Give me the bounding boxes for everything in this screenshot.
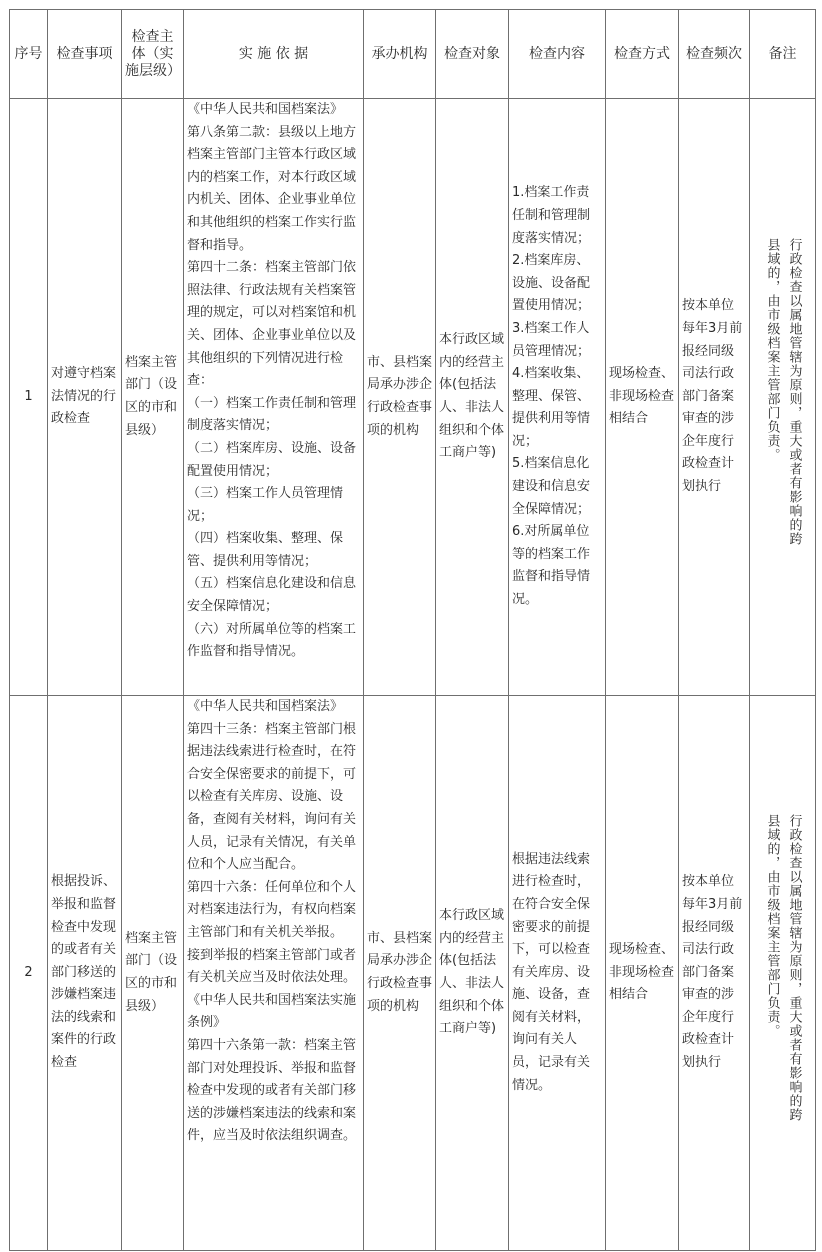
header-frequency: 检查频次	[679, 10, 750, 99]
basis-line: 第四十六条：任何单位和个人对档案违法行为，有权向档案主管部门和有关机关举报。	[187, 879, 357, 940]
basis-line: （四）档案收集、整理、保管、提供利用等情况；	[187, 531, 344, 569]
basis-line: （三）档案工作人员管理情况；	[187, 486, 344, 524]
inspection-table	[9, 9, 816, 1251]
content-line: 4.档案收集、整理、保管、提供利用等情况；	[512, 366, 591, 449]
header-basis: 实 施 依 据	[184, 10, 364, 99]
basis-line: （一）档案工作责任制和管理制度落实情况；	[187, 395, 357, 434]
content-line: 3.档案工作人员管理情况；	[512, 320, 591, 359]
row-item: 根据投诉、举报和监督检查中发现的或者有关部门移送的涉嫌档案违法的线索和案件的行政检查	[48, 696, 122, 1251]
content-line: 5.档案信息化建设和信息安全保障情况；	[512, 456, 591, 517]
header-row	[10, 10, 816, 99]
content-line: 根据违法线索进行检查时，在符合安全保密要求的前提下，可以检查有关库房、设施、设备，查阅有关材料，询问有关人员，记录有关情况。	[512, 851, 591, 1093]
row-content	[509, 99, 606, 696]
row-target: 本行政区域内的经营主体(包括法人、非法人组织和个体工商户等)	[436, 99, 509, 696]
row-no: 2	[10, 696, 48, 1251]
row-content	[509, 696, 606, 1251]
row-basis	[184, 696, 364, 1251]
header-subject: 检查主体（实施层级）	[122, 10, 184, 99]
basis-line: 第四十六条第一款：档案主管部门对处理投诉、举报和监督检查中发现的或者有关部门移送的涉嫌档案违法的线索和案件，应当及时依法组织调查。	[187, 1037, 357, 1144]
header-remark: 备注	[750, 10, 816, 99]
content-line: 1.档案工作责任制和管理制度落实情况；	[512, 185, 591, 246]
basis-line: 《中华人民共和国档案法实施条例》	[187, 992, 357, 1031]
row-subject: 档案主管部门（设区的市和县级）	[122, 99, 184, 696]
row-subject: 档案主管部门（设区的市和县级）	[122, 696, 184, 1251]
row-remark	[750, 696, 816, 1251]
basis-line: （五）档案信息化建设和信息安全保障情况；	[187, 576, 357, 615]
basis-line: （二）档案库房、设施、设备配置使用情况；	[187, 440, 357, 479]
row-no: 1	[10, 99, 48, 696]
row-frequency: 按本单位每年3月前报经同级司法行政部门备案审查的涉企年度行政检查计划执行	[679, 696, 750, 1251]
basis-line: 第四十三条：档案主管部门根据违法线索进行检查时，在符合安全保密要求的前提下，可以检查有关库房、设施、设备，查阅有关材料，询问有关人员，记录有关情况，有关单位和个人应当配合。	[187, 721, 357, 873]
table-row	[10, 99, 816, 696]
row-item: 对遵守档案法情况的行政检查	[48, 99, 122, 696]
basis-line: （六）对所属单位等的档案工作监督和指导情况。	[187, 621, 357, 660]
basis-line: 《中华人民共和国档案法》	[187, 102, 344, 117]
header-org: 承办机构	[364, 10, 436, 99]
header-method: 检查方式	[606, 10, 679, 99]
table-row	[10, 696, 816, 1251]
row-target: 本行政区域内的经营主体(包括法人、非法人组织和个体工商户等)	[436, 696, 509, 1251]
remark-text: 行政检查以属地管辖为原则，重大或者有影响的跨县域的，由市级档案主管部门负责。	[764, 813, 802, 1122]
row-basis	[184, 99, 364, 696]
basis-line: 第四十二条：档案主管部门依照法律、行政法规有关档案管理的规定，可以对档案馆和机关、团体、企业事业单位以及其他组织的下列情况进行检查：	[187, 260, 357, 389]
row-org: 市、县档案局承办涉企行政检查事项的机构	[364, 99, 436, 696]
row-remark	[750, 99, 816, 696]
row-method: 现场检查、非现场检查相结合	[606, 99, 679, 696]
basis-line: 接到举报的档案主管部门或者有关机关应当及时依法处理。	[187, 947, 357, 986]
header-no: 序号	[10, 10, 48, 99]
row-frequency: 按本单位每年3月前报经同级司法行政部门备案审查的涉企年度行政检查计划执行	[679, 99, 750, 696]
content-line: 2.档案库房、设施、设备配置使用情况；	[512, 253, 591, 314]
header-target: 检查对象	[436, 10, 509, 99]
remark-text: 行政检查以属地管辖为原则，重大或者有影响的跨县域的，由市级档案主管部门负责。	[764, 237, 802, 546]
header-item: 检查事项	[48, 10, 122, 99]
header-content: 检查内容	[509, 10, 606, 99]
row-method: 现场检查、非现场检查相结合	[606, 696, 679, 1251]
content-line: 6.对所属单位等的档案工作监督和指导情况。	[512, 524, 591, 608]
basis-line: 《中华人民共和国档案法》	[187, 699, 344, 714]
row-org: 市、县档案局承办涉企行政检查事项的机构	[364, 696, 436, 1251]
basis-line: 第八条第二款：县级以上地方档案主管部门主管本行政区域内的档案工作，对本行政区域内机关、团体、企业事业单位和其他组织的档案工作实行监督和指导。	[187, 124, 357, 253]
